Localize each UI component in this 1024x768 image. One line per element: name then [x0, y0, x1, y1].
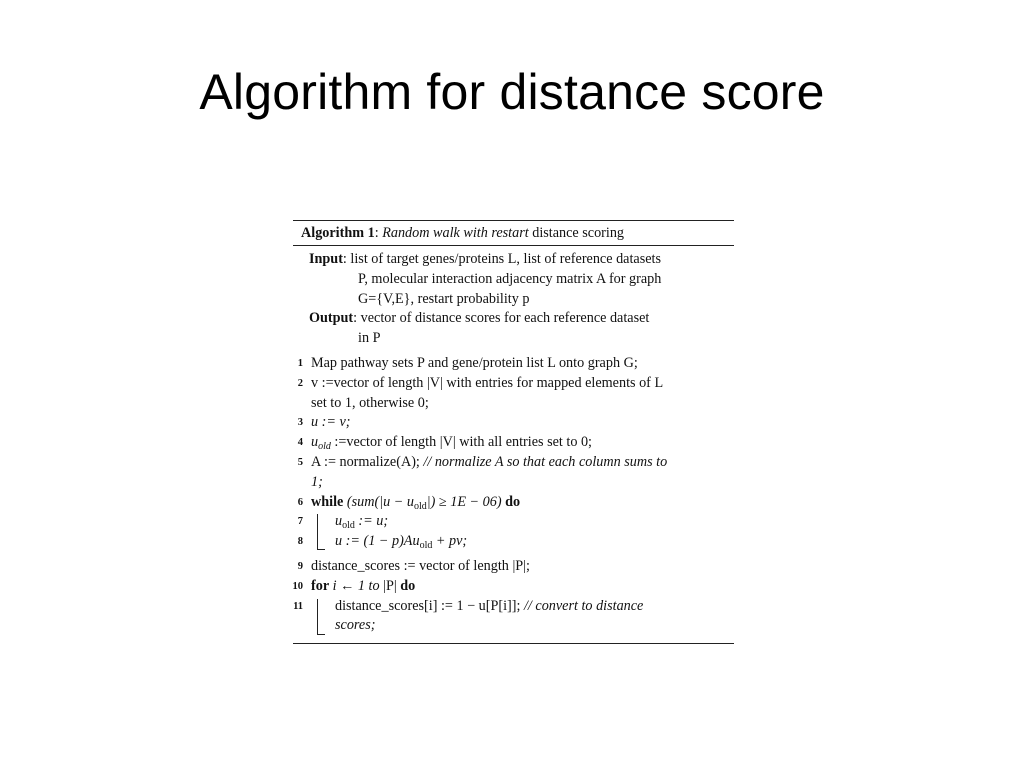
step-line — [293, 453, 734, 473]
input-label: Input — [309, 251, 343, 267]
line-number: 3 — [297, 417, 303, 429]
step-line — [293, 616, 734, 636]
loop-condition-tail: |) ≥ 1E − 06) — [426, 493, 506, 510]
line-number: 10 — [292, 580, 303, 592]
line-number: 4 — [297, 437, 303, 449]
step-line — [293, 433, 734, 453]
step-line — [293, 577, 734, 597]
step-text: v :=vector of length |V| with entries for mapped elements of L — [311, 374, 664, 391]
step-comment: scores; — [335, 617, 376, 634]
variable-u: u — [335, 513, 343, 530]
keyword-for: for — [311, 577, 330, 594]
step-code: A := normalize(A); — [311, 453, 424, 470]
bottom-rule — [293, 643, 734, 644]
step-text-tail: :=vector of length |V| with all entries set to 0; — [330, 434, 592, 451]
algorithm-italic-title: Random walk with restart — [382, 225, 529, 241]
line-number: 2 — [297, 377, 303, 389]
step-line — [293, 413, 734, 433]
slide-title: Algorithm for distance score — [199, 64, 825, 120]
algorithm-title-rest: distance scoring — [528, 225, 625, 241]
loop-range-tail: |P| — [379, 577, 401, 594]
input-line — [293, 250, 734, 270]
step-line — [293, 597, 734, 617]
output-text: : vector of distance scores for each reference dataset — [353, 310, 650, 327]
update-expression: u := (1 − p)Au — [335, 533, 420, 550]
algorithm-colon: : — [374, 225, 383, 241]
step-text: set to 1, otherwise 0; — [311, 394, 429, 411]
step-text — [335, 532, 467, 552]
step-text: distance_scores := vector of length |P|; — [311, 557, 530, 574]
subscript-old: old — [318, 441, 331, 453]
step-text-tail: := u; — [354, 513, 389, 530]
step-text — [311, 433, 592, 453]
output-line: in P — [358, 330, 381, 347]
step-line — [293, 374, 734, 394]
output-line — [293, 309, 734, 329]
algorithm-heading — [293, 221, 734, 243]
keyword-do: do — [505, 493, 521, 510]
step-line — [293, 512, 734, 532]
step-text — [311, 453, 667, 473]
subscript-old: old — [413, 500, 427, 512]
step-line — [293, 394, 734, 414]
keyword-do: do — [400, 577, 416, 594]
algorithm-box — [293, 220, 734, 644]
step-text: Map pathway sets P and gene/protein list L onto graph G; — [311, 354, 638, 371]
loop-condition: (sum(|u − u — [343, 493, 414, 510]
keyword-to: to — [368, 577, 380, 594]
line-number: 1 — [297, 357, 303, 369]
input-text: : list of target genes/proteins L, list of reference datasets — [342, 251, 661, 267]
algorithm-steps — [293, 354, 734, 636]
step-line — [293, 354, 734, 374]
step-comment: // convert to distance — [523, 597, 644, 614]
step-text-tail: + pv; — [432, 533, 468, 550]
step-comment: // normalize A so that each column sums to — [423, 453, 668, 470]
step-text — [311, 493, 520, 513]
output-label: Output — [309, 310, 354, 327]
algorithm-label: Algorithm 1 — [301, 225, 375, 241]
step-line — [293, 532, 734, 552]
io-section — [293, 246, 734, 349]
step-code: distance_scores[i] := 1 − u[P[i]]; — [335, 597, 524, 614]
step-text — [311, 577, 415, 597]
line-number: 9 — [297, 560, 303, 572]
input-line: G={V,E}, restart probability p — [358, 290, 530, 307]
line-number: 8 — [297, 536, 303, 548]
step-text: u := v; — [311, 414, 351, 431]
keyword-while: while — [311, 493, 344, 510]
subscript-old: old — [342, 520, 355, 532]
step-line — [293, 557, 734, 577]
loop-range: i ← 1 — [329, 577, 369, 594]
line-number: 11 — [293, 600, 303, 612]
line-number: 7 — [297, 516, 303, 528]
step-text — [335, 597, 643, 617]
input-line: P, molecular interaction adjacency matrix A for graph — [358, 270, 662, 287]
line-number: 5 — [297, 456, 303, 468]
subscript-old: old — [419, 540, 433, 552]
step-text: 1; — [311, 473, 323, 490]
step-line — [293, 473, 734, 493]
line-number: 6 — [297, 496, 303, 508]
variable-u: u — [311, 434, 319, 451]
step-line — [293, 493, 734, 513]
step-text — [335, 512, 388, 532]
